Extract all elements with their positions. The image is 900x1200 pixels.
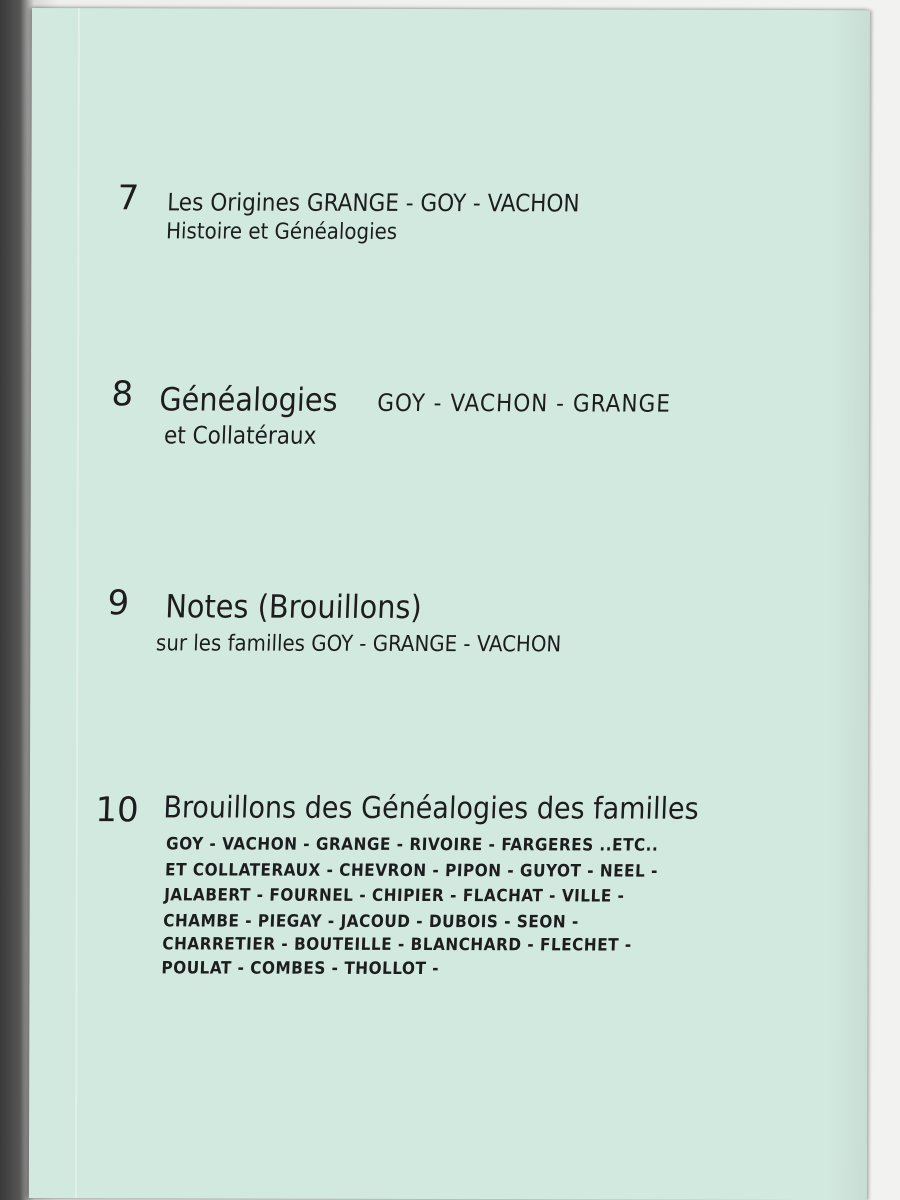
document-sheet — [29, 8, 870, 1200]
names-line: GOY - VACHON - GRANGE - RIVOIRE - FARGERES ..ETC.. — [165, 834, 659, 856]
entry-number: 10 — [94, 790, 140, 831]
names-line: ET COLLATERAUX - CHEVRON - PIPON - GUYOT - NEEL - — [164, 860, 659, 882]
entry-number: 7 — [116, 178, 140, 219]
entry-10 — [12, 8, 888, 1010]
entry-title: Notes (Brouillons) — [164, 587, 423, 627]
names-line: JALABERT - FOURNEL - CHIPIER - FLACHAT - VILLE - — [163, 885, 625, 907]
entry-title: Brouillons des Généalogies des familles — [162, 790, 700, 827]
entry-title-script: Généalogies — [158, 380, 339, 419]
entry-title: Les Origines GRANGE - GOY - VACHON — [166, 188, 581, 218]
entry-number: 8 — [110, 374, 134, 415]
names-line: CHARRETIER - BOUTEILLE - BLANCHARD - FLECHET - — [161, 934, 633, 956]
entry-title-caps: GOY - VACHON - GRANGE — [376, 388, 672, 418]
entry-subtitle: Histoire et Généalogies — [165, 219, 398, 245]
entry-number: 9 — [106, 583, 130, 624]
entry-subtitle: et Collatéraux — [163, 421, 317, 450]
names-line: CHAMBE - PIEGAY - JACOUD - DUBOIS - SEON - — [162, 911, 580, 933]
entry-subtitle: sur les familles GOY - GRANGE - VACHON — [155, 631, 562, 658]
names-line: POULAT - COMBES - THOLLOT - — [161, 958, 440, 980]
